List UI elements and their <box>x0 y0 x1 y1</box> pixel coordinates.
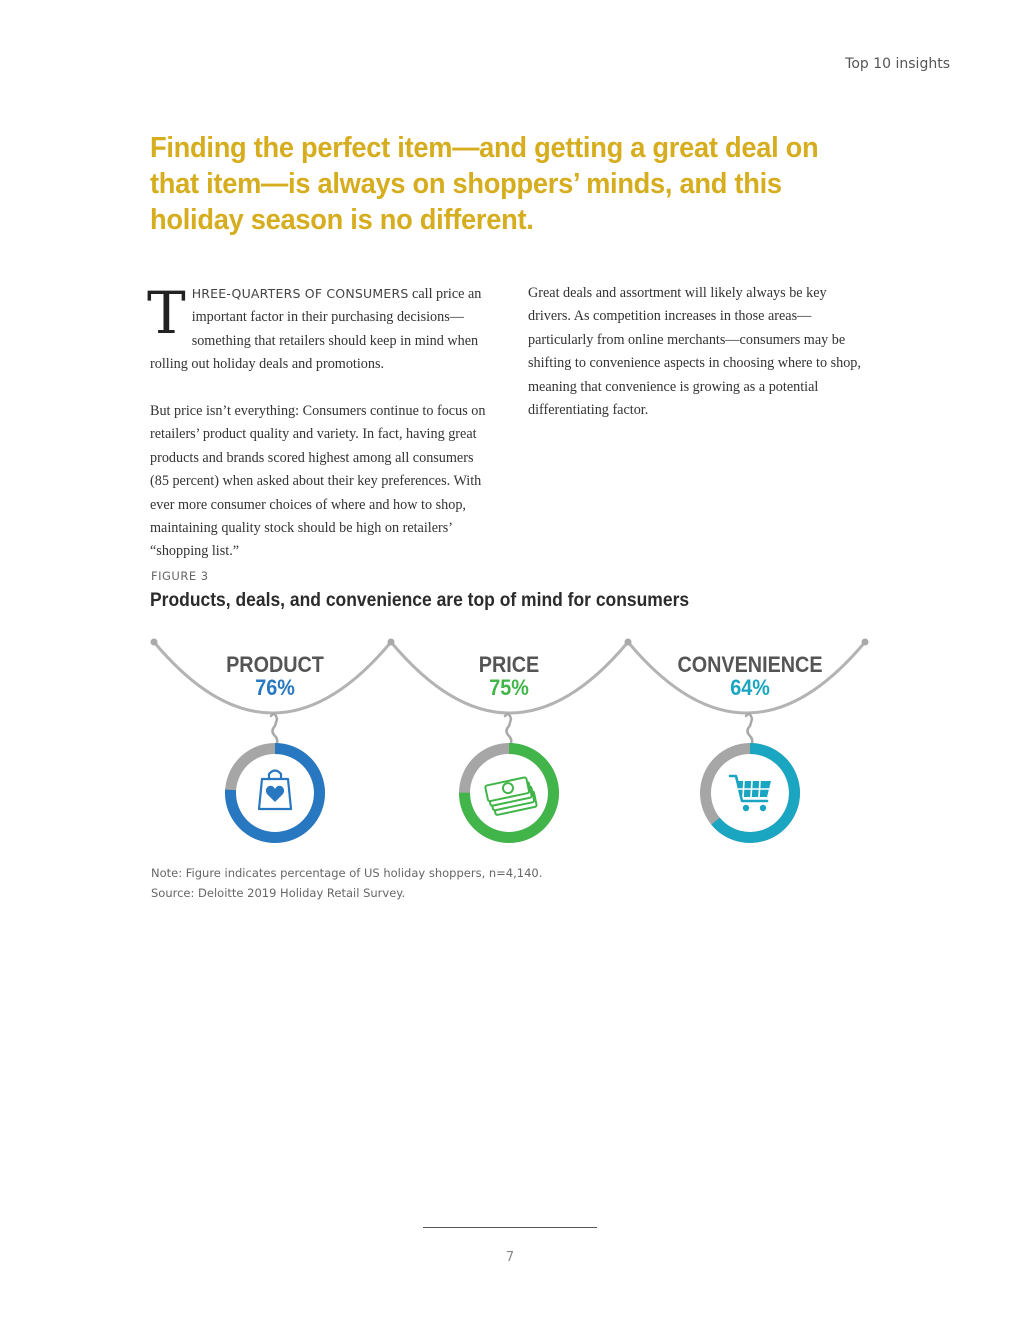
section-header: Top 10 insights <box>845 56 950 72</box>
cart-wheel <box>760 805 766 811</box>
metric-price <box>465 653 554 837</box>
figure-title: Products, deals, and convenience are top of mind for consumers <box>150 590 690 611</box>
figure-source: Source: Deloitte 2019 Holiday Retail Survey. <box>151 886 406 900</box>
body-paragraph-3: Great deals and assortment will likely always be key drivers. As competition increases in those areas—particularly from online merchants—consumers may be shifting to convenience aspects in choosing where to shop, meaning that convenience is growing as a potential differentiating factor. <box>528 285 861 419</box>
value-label: 64% <box>730 676 770 701</box>
garland-pin <box>151 639 158 646</box>
drop-cap: T <box>147 279 186 347</box>
footer-rule <box>423 1227 597 1228</box>
hanger-hook <box>271 714 277 746</box>
figure-notes <box>151 863 542 903</box>
garland-pin <box>388 639 395 646</box>
garland-pin <box>862 639 869 646</box>
bag-handle <box>269 771 281 780</box>
metric-product <box>226 653 324 837</box>
category-label: CONVENIENCE <box>677 653 823 678</box>
page-headline: Finding the perfect item—and getting a great deal on that item—is always on shoppers’ minds, and this holiday season is no different. <box>150 132 819 236</box>
cart-wheel <box>743 805 749 811</box>
hanger-hook <box>505 714 511 746</box>
value-label: 75% <box>489 676 529 701</box>
category-label: PRICE <box>478 653 540 678</box>
body-paragraph-2: But price isn’t everything: Consumers continue to focus on retailers’ product quality and variety. In fact, having great products and brands scored highest among all consumers (85 percent) when asked about their key preferences. With ever more consumer choices of where and how to shop, maintaining quality stock should be high on retailers’ “shopping list.” <box>150 403 486 560</box>
metric-convenience <box>677 653 822 837</box>
paragraph-1-text: call price an important factor in their purchasing decisions—something that retailers should keep in mind when rolling out holiday deals and promotions. <box>150 286 482 373</box>
category-label: PRODUCT <box>226 653 324 678</box>
shopping-cart-icon <box>730 776 771 811</box>
lead-in-caps: HREE-QUARTERS OF CONSUMERS <box>191 286 409 301</box>
page-number: 7 <box>505 1250 515 1265</box>
figure-note: Note: Figure indicates percentage of US holiday shoppers, n=4,140. <box>151 866 543 880</box>
hanger-hook <box>746 714 752 746</box>
garland-pin <box>625 639 632 646</box>
shopping-bag-heart-icon <box>259 771 291 810</box>
value-label: 76% <box>255 676 295 701</box>
cash-stack-icon <box>485 777 537 815</box>
heart-shape <box>266 786 284 802</box>
figure-label: FIGURE 3 <box>151 569 209 583</box>
